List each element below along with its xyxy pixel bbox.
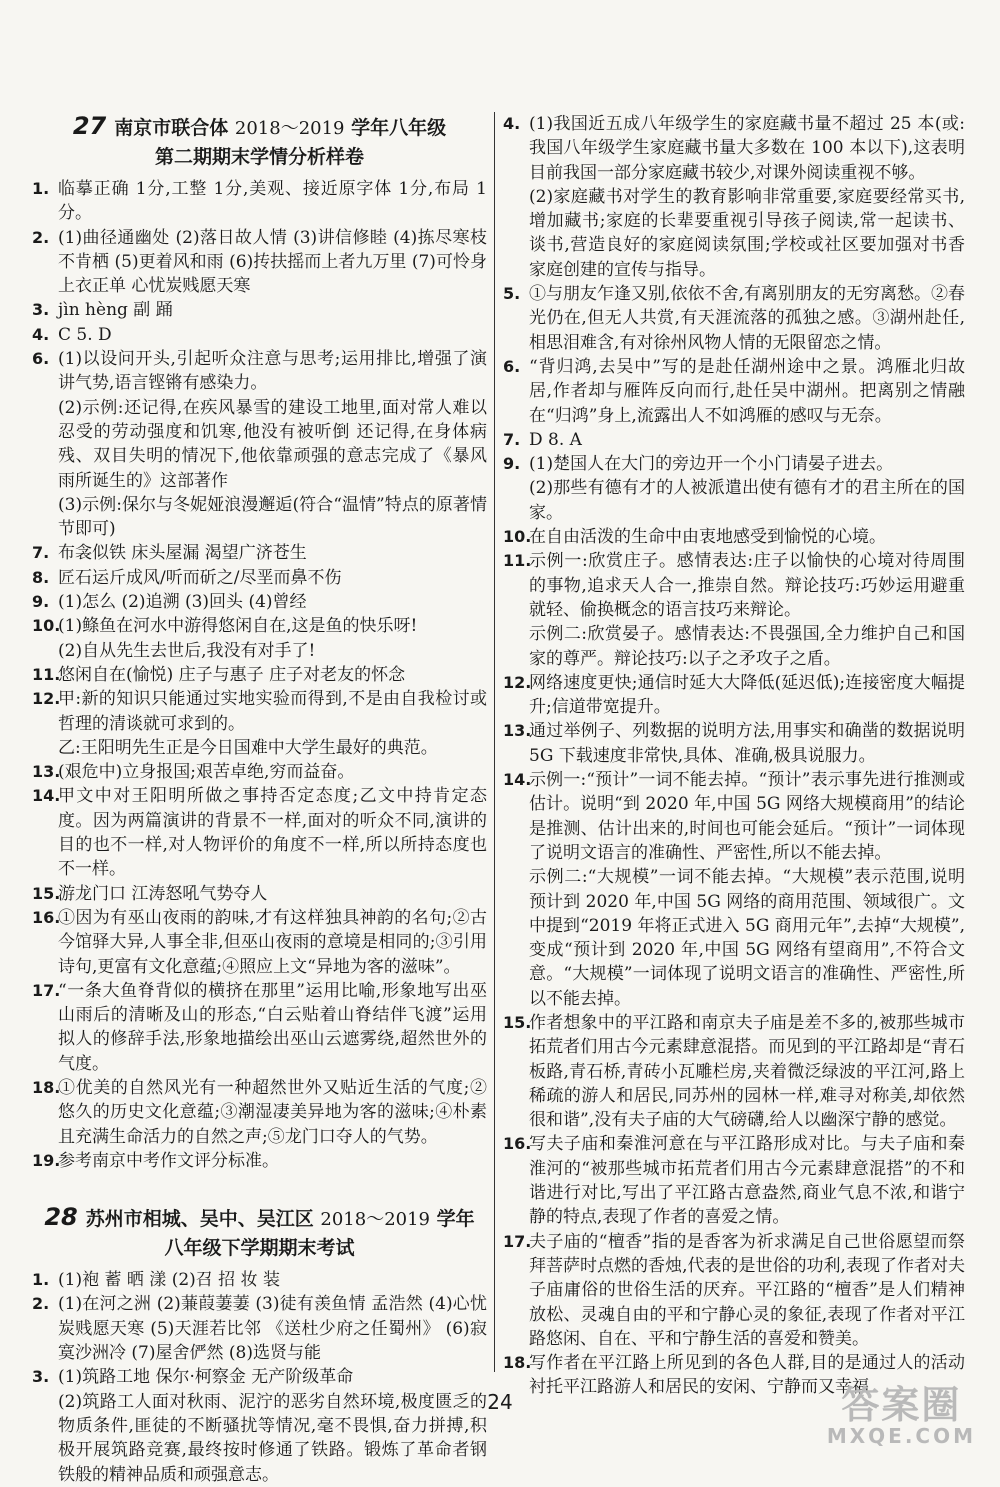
answer-paragraph: (1)曲径通幽处 (2)落日故人情 (3)讲信修睦 (4)拣尽寒枝不肯栖 (5)更着风和雨 (6)抟扶摇而上者九万里 (7)可怜身上衣正单 心忧炭贱愿天寒 <box>58 227 487 297</box>
answer-text <box>58 590 487 614</box>
answer-item <box>503 112 965 282</box>
answer-paragraph: 示例二:欣赏晏子。感情表达:不畏强国,全力维护自己和国家的尊严。辩论技巧:以子之矛攻子之盾。 <box>529 624 965 669</box>
answer-paragraph: ①优美的自然风光有一种超然世外又贴近生活的气度;②悠久的历史文化意蕴;③潮湿凄美异地为客的滋味;④朴素且充满生命活力的自然之声;⑤龙门口夺人的气势。 <box>58 1077 487 1147</box>
column-divider <box>494 112 495 1372</box>
answer-item <box>503 452 965 525</box>
answer-number: 11. <box>32 664 61 684</box>
answer-paragraph: 布衾似铁 床头屋漏 渴望广济苍生 <box>58 543 307 564</box>
answer-text <box>58 906 487 979</box>
answer-number: 1. <box>32 179 50 198</box>
answer-paragraph: 示例一:欣赏庄子。感情表达:庄子以愉快的心境对待周围的事物,追求天人合一,推崇自然。辩论技巧:巧妙运用避重就轻、偷换概念的语言技巧来辩论。 <box>529 551 965 620</box>
answer-paragraph: jìn hèng 副 踊 <box>58 300 173 321</box>
section-28-answers-continued <box>503 112 965 1400</box>
answer-number: 14. <box>503 770 532 790</box>
answer-paragraph: 示例一:“预计”一词不能去掉。“预计”表示事先进行推测或估计。说明“到 2020 年,中国 5G 网络大规模商用”的结论是推测、估计出来的,时间也可能会延后。“预计”一词体现了说明文语言的准确性、严密性,所以不能去掉。 <box>529 770 965 863</box>
answer-number: 6. <box>503 356 521 376</box>
answer-item <box>32 1076 487 1149</box>
answer-item <box>32 979 487 1076</box>
answer-number: 17. <box>32 980 61 1000</box>
answer-paragraph: 网络速度更快;通信时延大大降低(延迟低);连接密度大幅提升;信道带宽提升。 <box>529 672 965 718</box>
answer-item <box>32 226 487 299</box>
answer-item <box>503 1132 965 1229</box>
answer-paragraph: 匠石运斤成风/听而斫之/尽垩而鼻不伤 <box>58 567 342 588</box>
answer-item <box>503 768 965 1011</box>
answer-paragraph: “一条大鱼脊背似的横挤在那里”运用比喻,形象地写出巫山雨后的清晰及山的形态,“白云贴着山脊结伴飞渡”运用拟人的修辞手法,形象地描绘出巫山云遮雾绕,超然世外的气度。 <box>58 980 487 1074</box>
answer-text <box>58 1076 487 1149</box>
answer-item <box>32 663 487 687</box>
answer-item <box>32 784 487 881</box>
answer-paragraph: (1)以设问开头,引起听众注意与思考;运用排比,增强了演讲气势,语言铿锵有感染力。 <box>58 349 487 394</box>
answer-paragraph: 甲:新的知识只能通过实地实验而得到,不是由自我检讨或哲理的清谈就可求到的。 <box>58 689 487 734</box>
answer-number: 18. <box>503 1353 532 1373</box>
answer-paragraph: (1)鲦鱼在河水中游得悠闲自在,这是鱼的快乐呀! <box>58 616 418 637</box>
answer-item <box>32 1149 487 1173</box>
answer-number: 16. <box>503 1134 532 1154</box>
answer-text <box>529 1230 965 1351</box>
answer-paragraph: (2)示例:还记得,在疾风暴雪的建设工地里,面对常人难以忍受的劳动强度和饥寒,他没有被听倒 还记得,在身体病残、双目失明的情况下,他依靠顽强的意志完成了《暴风雨所诞生的》这部著作 <box>58 397 487 491</box>
answer-paragraph: 夫子庙的“檀香”指的是香客为祈求满足自己世俗愿望而祭拜菩萨时点燃的香烛,代表的是世俗的功利,表现了作者对夫子庙庸俗的世俗生活的厌弃。平江路的“檀香”是人们精神放松、灵魂自由的平和宁静心灵的象征,表现了作者对平江路悠闲、自在、平和宁静生活的喜爱和赞美。 <box>529 1231 965 1349</box>
answer-paragraph: 写作者在平江路上所见到的各色人群,目的是通过人的活动衬托平江路游人和居民的安闲、宁静而又幸福 <box>529 1353 965 1398</box>
answer-number: 18. <box>32 1077 61 1097</box>
answer-item <box>503 549 965 670</box>
answer-item <box>32 906 487 979</box>
answer-paragraph: D 8. A <box>529 429 582 450</box>
answer-text <box>58 687 487 760</box>
left-column <box>32 112 487 1487</box>
answer-paragraph: (2)那些有德有才的人被派遣出使有德有才的君主所在的国家。 <box>529 478 965 523</box>
answer-paragraph: (1)怎么 (2)追溯 (3)回头 (4)曾经 <box>58 592 307 613</box>
answer-paragraph: (1)楚国人在大门的旁边开一个小门请晏子进去。 <box>529 454 894 475</box>
answer-number: 4. <box>503 114 521 133</box>
page-number: 24 <box>487 1390 513 1414</box>
answer-text <box>529 428 965 452</box>
answer-text <box>58 882 487 906</box>
right-column <box>503 112 965 1400</box>
answer-text <box>529 282 965 355</box>
answer-number: 3. <box>32 1367 50 1387</box>
answer-text <box>58 1292 487 1365</box>
section-27-title: 27 南京市联合体 2018～2019 学年八年级 第二期期末学情分析样卷 <box>72 112 447 168</box>
section-27-answers <box>32 177 487 1173</box>
answer-text <box>529 525 965 549</box>
answer-text <box>58 566 487 590</box>
answer-text <box>529 452 965 525</box>
answer-number: 2. <box>32 227 50 247</box>
answer-paragraph: 作者想象中的平江路和南京夫子庙是差不多的,被那些城市拓荒者们用古今元素肆意混搭。而见到的平江路却是“青石板路,青石桥,青砖小瓦雕栏房,夹着微泛绿波的平江河,路上稀疏的游人和居民,同苏州的园林一样,难寻对称美,却依然很和谐”,没有夫子庙的大气磅礴,给人以幽深宁静的感觉。 <box>529 1012 965 1131</box>
answer-number: 9. <box>503 454 521 474</box>
answer-item <box>32 347 487 541</box>
answer-item <box>32 1365 487 1486</box>
answer-number: 7. <box>503 429 521 449</box>
answer-item <box>32 1268 487 1292</box>
answer-item <box>503 719 965 768</box>
answer-paragraph: (3)示例:保尔与冬妮娅浪漫邂逅(符合“温情”特点的原著情节即可) <box>58 494 487 540</box>
answer-paragraph: 游龙门口 江涛怒吼气势夺人 <box>58 883 268 904</box>
answer-item <box>32 1292 487 1365</box>
answer-number: 12. <box>503 672 532 692</box>
answer-item <box>503 525 965 549</box>
answer-number: 7. <box>32 543 50 563</box>
answer-text <box>529 1011 965 1132</box>
answer-item <box>32 882 487 906</box>
answer-text <box>58 226 487 299</box>
answer-text <box>529 768 965 1011</box>
answer-item <box>503 355 965 428</box>
answer-number: 19. <box>32 1150 61 1170</box>
answer-paragraph: 写夫子庙和秦淮河意在与平江路形成对比。与夫子庙和秦淮河的“被那些城市拓荒者们用古今元素肆意混搭”的不和谐进行对比,写出了平江路古意盎然,商业气息不浓,和谐宁静的特点,表现了作者的喜爱之情。 <box>529 1134 965 1228</box>
answer-paragraph: (1)在河之洲 (2)蒹葭萋萋 (3)徒有羡鱼情 孟浩然 (4)心忧炭贱愿天寒 (5)天涯若比邻 《送杜少府之任蜀州》 (6)寂寞沙洲冷 (7)屋舍俨然 (8)选贤与能 <box>58 1294 487 1364</box>
watermark-logo: 答案圈 MXQE.COM <box>826 1383 976 1448</box>
answer-item <box>32 541 487 565</box>
answer-text <box>529 355 965 428</box>
answer-item <box>32 177 487 226</box>
answer-item <box>32 323 487 347</box>
answer-paragraph: “背归鸿,去吴中”写的是赴任湖州途中之景。鸿雁北归故居,作者却与雁阵反向而行,赴任吴中湖州。把离别之情融在“归鸿”身上,流露出人不如鸿雁的感叹与无奈。 <box>529 356 965 426</box>
answer-number: 14. <box>32 786 61 806</box>
answer-item <box>32 590 487 614</box>
answer-number: 9. <box>32 592 50 612</box>
answer-paragraph: 乙:王阳明先生正是今日国难中大学生最好的典范。 <box>58 737 438 758</box>
answer-item <box>32 687 487 760</box>
answer-text <box>58 979 487 1076</box>
answer-number: 4. <box>32 324 50 344</box>
answer-text <box>58 347 487 541</box>
answer-item <box>503 428 965 452</box>
answer-text <box>58 760 487 784</box>
answer-text <box>529 1132 965 1229</box>
section-28-title: 28 苏州市相城、吴中、吴江区 2018～2019 学年 八年级下学期期末考试 <box>44 1203 475 1260</box>
answer-text <box>58 663 487 687</box>
answer-number: 15. <box>503 1012 532 1032</box>
answer-paragraph: (1)我国近五成八年级学生的家庭藏书量不超过 25 本(或:我国八年级学生家庭藏书量大多数在 100 本以下),这表明目前我国一部分家庭藏书较少,对课外阅读重视不够。 <box>529 114 965 183</box>
answer-number: 10. <box>503 527 532 547</box>
answer-paragraph: 临摹正确 1分,工整 1分,美观、接近原字体 1分,布局 1分。 <box>58 179 487 224</box>
answer-number: 13. <box>32 762 61 782</box>
answer-text <box>529 549 965 670</box>
answer-paragraph: (2)筑路工人面对秋雨、泥泞的恶劣自然环境,极度匮乏的物质条件,匪徒的不断骚扰等情况,毫不畏惧,奋力拼搏,积极开展筑路竞赛,最终按时修通了铁路。锻炼了革命者钢铁般的精神品质和顽强意志。 <box>58 1391 487 1485</box>
answer-paragraph: 悠闲自在(愉悦) 庄子与惠子 庄子对老友的怀念 <box>58 664 406 685</box>
answer-item <box>503 1230 965 1351</box>
answer-item <box>32 614 487 663</box>
answer-text <box>58 1268 487 1292</box>
answer-paragraph: (艰危中)立身报国;艰苦卓绝,穷而益奋。 <box>58 762 355 783</box>
answer-number: 10. <box>32 616 61 636</box>
answer-number: 17. <box>503 1231 532 1251</box>
answer-item <box>503 671 965 720</box>
answer-item <box>32 566 487 590</box>
answer-number: 8. <box>32 567 50 587</box>
answer-text <box>529 719 965 768</box>
answer-number: 11. <box>503 551 532 571</box>
answer-number: 12. <box>32 689 61 709</box>
answer-text <box>58 1149 487 1173</box>
answer-paragraph: 甲文中对王阳明所做之事持否定态度;乙文中持肯定态度。因为两篇演讲的背景不一样,面对的听众不同,演讲的目的也不一样,对人物评价的角度不一样,所以所持态度也不一样。 <box>58 786 487 880</box>
answer-number: 6. <box>32 349 50 369</box>
answer-text <box>58 541 487 565</box>
answer-text <box>58 614 487 663</box>
answer-paragraph: (1)筑路工地 保尔·柯察金 无产阶级革命 <box>58 1367 354 1388</box>
answer-item <box>32 760 487 784</box>
answer-item <box>503 1011 965 1132</box>
answer-paragraph: (2)家庭藏书对学生的教育影响非常重要,家庭要经常买书,增加藏书;家庭的长辈要重视引导孩子阅读,常一起读书、谈书,营造良好的家庭阅读氛围;学校或社区要加强对书香家庭创建的宣传与指导。 <box>529 186 965 280</box>
answer-number: 1. <box>32 1270 50 1290</box>
answer-text <box>529 112 965 282</box>
answer-text <box>58 298 487 322</box>
answer-text <box>58 784 487 881</box>
answer-number: 13. <box>503 721 532 741</box>
answer-paragraph: 在自由活泼的生命中由衷地感受到愉悦的心境。 <box>529 527 886 548</box>
answer-number: 15. <box>32 883 61 903</box>
answer-number: 3. <box>32 300 50 320</box>
answer-paragraph: C 5. D <box>58 324 112 345</box>
answer-number: 16. <box>32 907 61 927</box>
answer-text <box>529 671 965 720</box>
answer-paragraph: (2)自从先生去世后,我没有对手了! <box>58 640 316 661</box>
answer-number: 2. <box>32 1294 50 1314</box>
answer-number: 5. <box>503 284 521 304</box>
answer-item <box>32 298 487 322</box>
answer-paragraph: (1)袍 蓄 晒 漾 (2)召 招 妆 装 <box>58 1270 280 1291</box>
answer-item <box>503 282 965 355</box>
answer-paragraph: ①与朋友乍逢又别,依依不舍,有离别朋友的无穷离愁。②春光仍在,但无人共赏,有天涯流落的孤独之感。③湖州赴任,相思泪难含,有对徐州风物人情的无限留恋之情。 <box>529 284 965 353</box>
answer-paragraph: 通过举例子、列数据的说明方法,用事实和确凿的数据说明 5G 下载速度非常快,具体、准确,极具说服力。 <box>529 721 965 766</box>
answer-text <box>58 177 487 226</box>
answer-text <box>58 323 487 347</box>
answer-text <box>58 1365 487 1486</box>
section-28-answers <box>32 1268 487 1487</box>
answer-paragraph: 参考南京中考作文评分标准。 <box>58 1150 279 1171</box>
answer-paragraph: 示例二:“大规模”一词不能去掉。“大规模”表示范围,说明预计到 2020 年,中国 5G 网络的商用范围、领域很广。文中提到“2019 年将正式进入 5G 商用元年”,去掉“大规模”,变成“预计到 2020 年,中国 5G 网络有望商用”,不符合文意。“大规模”一词体现了说明文语言的准确性、严密性,所以不能去掉。 <box>529 867 965 1009</box>
answer-paragraph: ①因为有巫山夜雨的韵味,才有这样独具神韵的名句;②古今馆驿大异,人事全非,但巫山夜雨的意境是相同的;③引用诗句,更富有文化意蕴;④照应上文“异地为客的滋味”。 <box>58 907 487 977</box>
